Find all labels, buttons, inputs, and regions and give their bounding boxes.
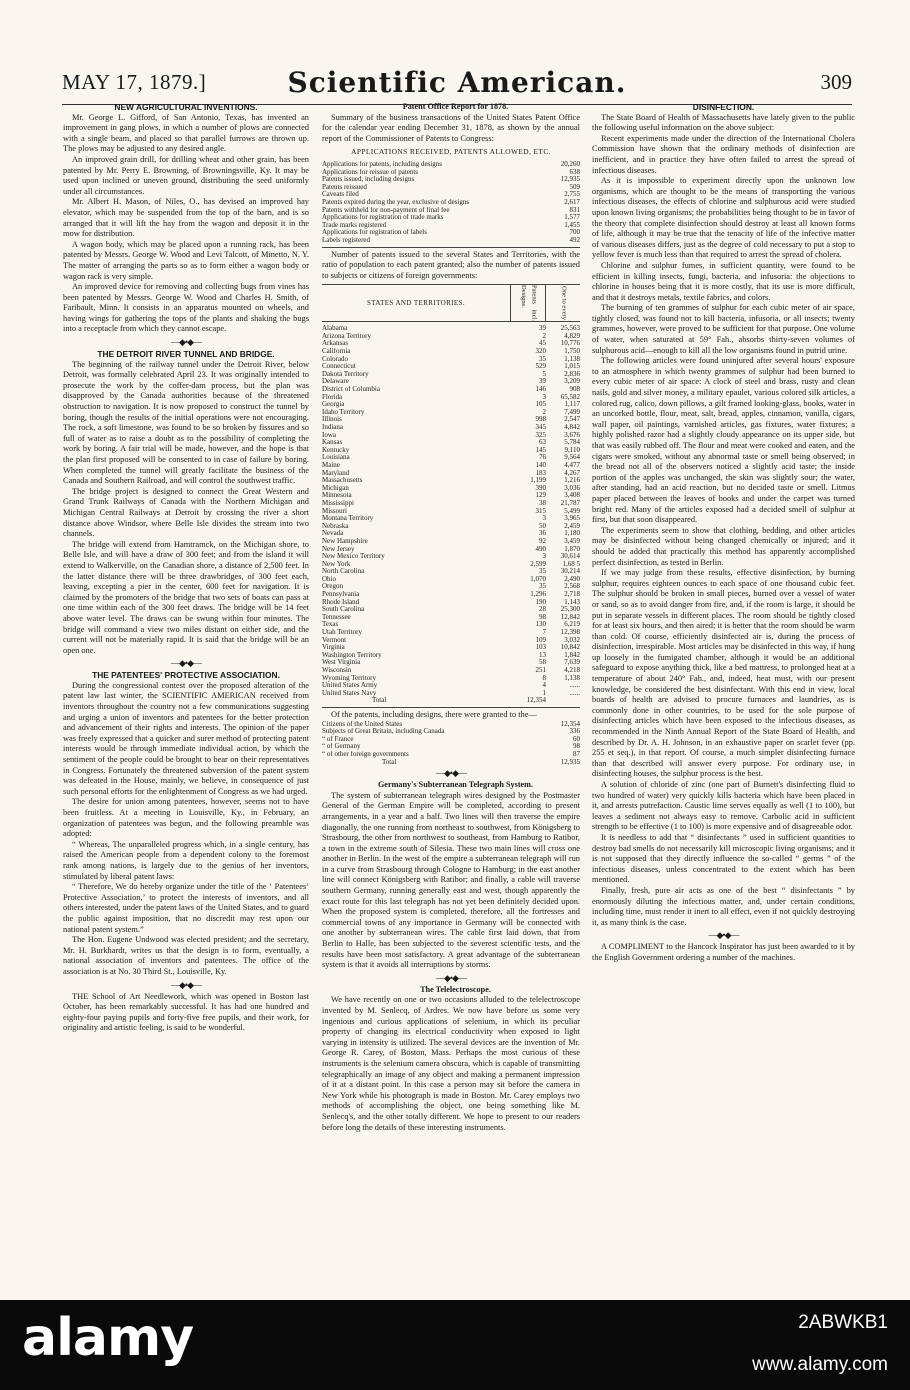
state-name: Maryland [322,469,350,477]
state-patents: 28 [539,605,546,614]
state-ratio: 10,776 [560,339,580,348]
states-table-header [322,284,580,322]
state-name: Nevada [322,530,344,538]
state-name: Indiana [322,424,343,431]
state-name: Rhode Island [322,598,360,606]
state-patents: 998 [535,415,546,424]
table-row [322,176,580,184]
row-value: 12,935 [560,175,580,184]
applications-table [322,161,580,245]
section-divider: —◆•◆— [171,979,201,990]
state-name: Maine [322,461,340,469]
state-name: United States Army [322,682,378,690]
paragraph: The system of subterranean telegraph wires designed by the Postmaster General of the German Empire will be completed, according to present arrangements, in a year and a half. Two lines will then traverse the empire diagonally, the one running from northeast to southwest, from Königsberg to Strasbourg, the other from northwest to southeast, from Hamburg to Ratibor, a town in the extreme south of Silesia. These two main lines will cross one another in Berlin. In the west of the empire a subterranean telegraph will run in a curve from Strasbourg through Cologne to Hamburg; in the east another line will connect Königsberg with Ratibor; and finally, a cable will traverse southern Germany, running generally east and west, though apparently the exact route for this last telegraph has not yet been definitely decided upon. When the proposed system is completed, therefore, all the fortresses and commercial towns of any importance in Germany will be connected with one another by subterranean wires. The cable first laid down, that from Berlin to Halle, has been subjected to the severest scientific tests, and the results have been most satisfactory. A great advantage of the subterranean system is that it avoids all interruptions by storms. [322,790,580,970]
state-patents: 315 [535,506,546,515]
grantee-label: “ of Germany [322,743,361,751]
table-row [322,621,580,629]
state-patents: 183 [535,468,546,477]
state-patents: 390 [535,483,546,492]
paragraph: Recent experiments made under the direction of the International Cholera Commission have shown that the ordinary methods of disinfection are inefficient, and in practice they have often failed to arrest the spread of infectious diseases. [592,133,855,175]
state-patents: 251 [535,666,546,674]
state-ratio: 12,398 [560,628,580,637]
patents-column-header: Patents incl. Designs. [511,285,546,321]
paragraph: A COMPLIMENT to the Hancock Inspirator has just been awarded to it by the English Government ordering a number of the machines. [592,942,855,962]
table-row [322,229,580,237]
state-ratio: 25,300 [560,605,580,614]
state-ratio: 1,143 [564,597,580,606]
state-patents: 145 [535,445,546,454]
state-patents: 190 [535,597,546,606]
page-header [62,66,852,105]
state-patents: 103 [535,643,546,652]
divider [322,247,580,248]
table-row [322,721,580,729]
row-value: 831 [569,205,580,214]
state-ratio: 9,110 [564,445,580,454]
row-label: Applications for registration of labels [322,229,427,237]
state-patents: 36 [539,529,546,538]
row-value: 2,755 [564,190,580,199]
table-row [322,751,580,759]
state-ratio: 30,214 [560,567,580,576]
section-divider: —◆•◆— [171,337,201,348]
table-row [322,363,580,371]
section-divider: —◆•◆— [708,930,739,941]
state-ratio: ...... [569,688,580,697]
table-row [322,743,580,751]
alamy-logo: alamy [22,1308,194,1368]
state-ratio: 2,568 [564,582,580,591]
state-name: Idaho Territory [322,408,365,416]
state-name: Iowa [322,431,336,439]
state-patents: 4 [542,681,546,690]
state-patents: 3 [542,514,546,523]
quote-paragraph: “ Therefore, We do hereby organize under the title of the ‘ Patentees’ Protective Association,’ to protect the interests of inventors, and all others interested, under the patent laws of the United States, and to guard the public against imposition, that no discredit may rest upon our national patent system.” [63,882,309,934]
table-row [322,222,580,230]
article-heading: Patent Office Report for 1878. [402,102,509,111]
state-name: South Carolina [322,606,365,614]
state-patents: 35 [539,582,546,591]
paragraph: An improved grain drill, for drilling wheat and other grain, has been patented by Mr. Perry E. Browning, of Browningsville, Ky. It may be used upon inclined or uneven ground, distributing the seed uniformly under all circumstances. [63,154,309,196]
states-table [322,325,580,697]
table-row [322,325,580,333]
state-name: Washington Territory [322,651,382,659]
state-patents: 35 [539,567,546,576]
state-ratio: 3,676 [564,430,580,439]
state-name: Louisiana [322,454,350,462]
state-name: New Jersey [322,545,355,553]
row-value: 2,617 [564,197,580,206]
row-label: Patents reissued [322,183,367,191]
state-ratio: 1,015 [564,362,580,371]
state-patents: 38 [539,498,546,507]
section-divider: —◆•◆— [436,768,466,779]
table-row [322,728,580,736]
state-ratio: 3,408 [564,491,580,500]
state-patents: 109 [535,635,546,644]
section-divider: —◆•◆— [436,972,466,983]
row-value: 492 [569,235,580,244]
state-patents: 63 [539,438,546,447]
state-name: North Carolina [322,568,365,576]
total-value: 12,935 [560,757,580,766]
grantee-value: 98 [573,742,580,751]
state-ratio: 2,459 [564,521,580,530]
paragraph: The State Board of Health of Massachusetts have lately given to the public the following useful information on the above subject: [592,112,855,133]
state-patents: 490 [535,544,546,553]
state-ratio: 12,842 [560,612,580,621]
article-heading: The Telelectroscope. [420,984,491,994]
paragraph: The desire for union among patentees, however, seems not to have been fruitless. At a meeting in Louisville, Ky., in February, an organization of patentees was begun, and the following preamble was adopted: [63,797,309,839]
state-name: Montana Territory [322,515,374,523]
masthead: Scientific American. [287,66,627,99]
row-value: 509 [569,182,580,191]
grantee-label: “ of other foreign governments [322,750,409,758]
state-name: Ohio [322,575,336,583]
state-ratio: 3,032 [564,635,580,644]
state-name: Tennessee [322,613,351,621]
state-patents: 529 [535,362,546,371]
state-patents: 2,599 [530,559,546,568]
state-name: West Virginia [322,659,361,667]
paragraph: The burning of ten grammes of sulphur for each cubic meter of air space, tightly closed, was found not to kill bacteria, infusoria, or all insects; twenty grammes, however, were proved to be sufficient for that purpose. One volume of water, when saturated at 59° Fah., absorbs thirty-seven volumes of sulphurous acid—enough to kill all the low organisms found in putrid urine. [592,303,855,355]
state-ratio: 1,750 [564,347,580,356]
paragraph: Finally, fresh, pure air acts as one of the best “ disinfectants ” by enormously diluting the infectious matter, and, under certain conditions, including time, must render it inert to all effect, even if not quickly destroying it, as many think is the case. [592,885,855,927]
table-row [322,386,580,394]
state-patents: 130 [535,620,546,629]
state-name: New Hampshire [322,537,368,545]
quote-paragraph: “ Whereas, The unparalleled progress which, in a single century, has raised the American people from a dependent colony to the foremost rank among nations, is largely due to the genius of her inventors, stimulated by liberal patent laws: [63,839,309,881]
state-ratio: 908 [569,385,580,394]
table-row [322,736,580,744]
state-name: Georgia [322,401,345,409]
state-name: Illinois [322,416,342,424]
state-name: Wisconsin [322,667,352,674]
state-ratio: 4,829 [564,331,580,340]
paragraph: Chlorine and sulphur fumes, in sufficient quantity, were found to be efficient in killing insects, fungi, bacteria, and infusoria: the objections to chlorine in houses being that it is more costly, that its use is more difficult, and that it destroys metals, textile fabrics, and colors. [592,260,855,302]
state-ratio: 6,219 [564,620,580,629]
state-patents: 325 [535,430,546,439]
ratio-column-header: One to every [560,286,568,321]
state-name: Michigan [322,484,349,492]
table-row [322,401,580,409]
state-ratio: 25,563 [560,324,580,333]
state-name: Massachusetts [322,477,363,485]
column-middle [322,102,580,1292]
table-row [322,161,580,169]
citizens-total-row [322,759,580,767]
state-ratio: 5,784 [564,438,580,447]
paragraph: The Hon. Eugene Undwood was elected president; and the secretary, Mr. H. Burkhardt, writes us that the design is to form, eventually, a national association of inventors and patentees. The office of the association is at No. 30 Third St., Louisville, Ky. [63,935,309,976]
citizens-table [322,721,580,759]
state-patents: 58 [539,658,546,667]
state-ratio: 3,036 [564,483,580,492]
state-patents: 5 [542,369,546,378]
table-row [322,682,580,690]
state-patents: 3 [542,392,546,401]
state-name: Texas [322,621,339,629]
paragraph: Of the patents, including designs, there were granted to the— [331,709,537,719]
state-patents: 105 [535,400,546,409]
article-heading: Germany's Subterranean Telegraph System. [377,780,534,790]
state-name: Arkansas [322,340,349,348]
state-ratio: 4,842 [564,423,580,431]
state-patents: 13 [539,650,546,659]
state-ratio: 1,117 [564,400,580,409]
table-row [322,237,580,245]
state-name: New York [322,560,351,568]
state-name: District of Columbia [322,386,380,394]
paragraph: If we may judge from these results, effective disinfection, by burning sulphur, requires eighteen ounces to each space of one thousand cubic feet. The sulphur should be broken in small pieces, burned over a vessel of water or sand, so as to avoid danger from fire, and, if the room is large, it should be put in separate vessels in different places. The room should be tightly closed for at least six hours, and then aired; it is better that the room should be warm than cold. Of course, efficiently disinfected air is, during the process of disinfection, irrespirable. Most articles may be disinfected in this way, if hung up loosely in the fumigated chamber, although it would be an additional safeguard to expose anything thick, like a bed mattress, to prolonged heat at a temperature of about 240° Fah., and, indeed, heat must, with our present knowledge, be considered the best disinfectant. With this end in view, local boards of health are advised to procure furnaces and laundries, as is commonly done in other countries, to be used for the sole purpose of disinfecting articles which have been exposed to the infectious diseases, as recommended in the Ninth Annual Report of the State Board of Health, and described by Dr. A. H. Johnson, in an exhaustive paper on scarlet fever (pp. 255 et seq.), in that report. Of course, a much simpler disinfecting furnace than that described will answer every purpose. For ordinary use, in disinfecting houses, the sulphur process is the best. [592,568,855,779]
paragraph: Mr. George L. Gifford, of San Antonio, Texas, has invented an improvement in gang plows, in which a number of plows are connected with a single beam, and placed so that parallel furrows are thrown up. The plows may be adjusted to any desired angle. [63,112,309,154]
paragraph: A solution of chloride of zinc (one part of Burnett's disinfecting fluid to two hundred of water) very quickly kills bacteria which have been placed in it, and arrests putrefaction. Caustic lime serves equally as well (1 to 100), but leaves a sediment not always easy to remove. Carbolic acid in sufficient strength to be effective (1 to 100) is more expensive and of disagreeable odor. [592,780,855,832]
site-url-label: www.alamy.com [752,1354,888,1375]
row-value: 1,455 [564,220,580,229]
state-patents: 50 [539,521,546,530]
article-heading: THE DETROIT RIVER TUNNEL AND BRIDGE. [97,349,275,360]
table-row [322,214,580,222]
table-row [322,184,580,192]
grantee-value: 336 [569,727,580,736]
state-ratio: 30,614 [560,552,580,561]
paragraph: During the congressional contest over the proposed alteration of the patent law last winter, the SCIENTIFIC AMERICAN received from inventors throughout the country not a few communications suggesting and urging a union of inventors and patentees for the better protection and advancement of their rights and interests. The opinion of the paper was freely expressed that a quicker and surer method of protecting patent interests would be through immediate individual action, by which the sentiment of the people could be brought to bear on their representatives in Congress. Fortunately the threatened subversion of the patent system was defeated in the House, mainly, we believe, in consequence of just such personal efforts for the enlightenment of Congress as we had urged. [63,680,309,796]
paragraph: An improved device for removing and collecting bugs from vines has been patented by Messrs. George W. Wood and Charles H. Smith, of Faribault, Minn. It consists in an apparatus mounted on wheels, and having wings for gathering the tops of the plants and shaking the bugs into a receptacle from which they cannot escape. [63,282,309,334]
paragraph: Number of patents issued to the several States and Territories, with the ratio of population to each patent granted; also the number of patents issued to subjects or citizens of foreign governments: [322,249,580,280]
state-ratio: 10,842 [560,643,580,652]
paragraph: The experiments seem to show that clothing, bedding, and other articles may be disinfected without being changed chemically or injured; and it should be added that practically this method has apparently accomplished perfect disinfection, as tested in Berlin. [592,525,855,567]
state-ratio: 2,836 [564,369,580,378]
article-heading: THE PATENTEES' PROTECTIVE ASSOCIATION. [92,670,280,681]
column-right [592,102,855,1292]
paragraph: The beginning of the railway tunnel under the Detroit River, below Detroit, was formally celebrated April 23. It was originally intended to prosecute the work by the coffer-dam process, but the plan was disapproved by the Canada authorities because of the threatened obstruction to navigation. It is now proposed to construct the tunnel by boring, though the results of the initial operations were not encouraging. The rock, a soft limestone, was found to be so broken by fissures and so full of water as to raise a doubt as to the possibility of completing the work by boring. A fair trial will be made, however, and the hope is that the plan first proposed will be consented to in case of failure by boring. When completed the tunnel will greatly facilitate the business of the Canada and Southern Railroad, and will control the southwest traffic. [63,359,309,486]
total-label: Total [382,758,397,766]
paragraph: The bridge will extend from Hamtramck, on the Michigan shore, to Belle Isle, and will have a draw of 300 feet; and from the island it will extend to Walkerville, on the Canadian shore, a distance of 2,500 feet. In the latter distance there will be three drawbridges, of 300 feet each, leaving, excepting a pier in the center, 600 feet for navigation. It is claimed by the promoters of the bridge that two sets of boats can pass at one time within each of the 300 feet draws. The bridge will be 14 feet above water level. The draws can be swung within four minutes. The bridge will command a view two miles distant on either side, and the current will not be materially rapid. It is said that the bridge will be an open one. [63,539,309,655]
state-name: Virginia [322,644,345,652]
state-patents: 35 [539,354,546,363]
state-ratio: 3,459 [564,536,580,545]
state-ratio: 4,267 [564,468,580,477]
state-ratio: 1,870 [564,544,580,553]
state-ratio: 21,787 [560,498,580,507]
row-label: Patents issued, including designs [322,176,415,184]
state-ratio: 4,477 [564,460,580,469]
state-ratio: 1,216 [564,476,580,485]
states-header-label: STATES AND TERRITORIES. [322,285,511,321]
state-name: Utah Territory [322,629,363,637]
paragraph: THE School of Art Needlework, which was opened in Boston last October, has been remarkably successful. It has had one hundred and eighty-four paying pupils and forty-five free pupils, and their work, for originality and artistic feeling, is said to be wonderful. [63,991,309,1033]
state-name: Kentucky [322,446,350,454]
state-name: Florida [322,393,343,401]
image-id-label: 2ABWKB1 [798,1312,888,1333]
grantee-value: 87 [573,749,580,758]
state-patents: 2 [542,407,546,416]
state-name: Nebraska [322,522,349,530]
total-label: Total [372,697,387,705]
row-value: 700 [569,228,580,237]
state-ratio: 7,639 [564,658,580,667]
article-heading: DISINFECTION. [692,102,755,112]
divider [322,707,580,708]
state-patents: 129 [535,491,546,500]
state-patents: 45 [539,339,546,348]
row-label: Patents withheld for non-payment of final fee [322,206,450,214]
state-name: California [322,348,351,356]
state-patents: 98 [539,612,546,621]
state-patents: 345 [535,423,546,431]
state-ratio: 4,218 [564,666,580,674]
states-total-row [322,697,580,705]
state-ratio: 3,965 [564,514,580,523]
state-name: Delaware [322,378,349,386]
state-patents: 1,296 [530,590,546,599]
grantee-value: 12,354 [560,719,580,728]
state-ratio: 2,490 [564,574,580,583]
table-row [322,675,580,683]
table-row [322,546,580,554]
paragraph: Mr. Albert H. Mason, of Niles, O., has devised an improved hay elevator, which may be suspended from the top of the barn, and is so arranged that it will lift the hay from the wagon and deposit it in the mow for distribution. [63,197,309,239]
section-divider: —◆•◆— [171,658,201,669]
state-ratio: 2,547 [564,415,580,424]
state-patents: 3 [542,552,546,561]
table-row [322,169,580,177]
row-value: 20,260 [560,159,580,168]
row-label: Applications for registration of trade marks [322,214,444,222]
state-patents: 39 [539,377,546,386]
paragraph: A wagon body, which may be placed upon a running rack, has been patented by Messrs. George W. Wood and Levi Talcott, of Minetto, N. Y. The matter of arranging the parts so as to form either a wagon body or wagon rack is very simple. [63,239,309,281]
table-row [322,207,580,215]
state-ratio: 1,842 [564,650,580,659]
grantee-value: 60 [573,734,580,743]
row-label: Patents expired during the year, exclusive of designs [322,198,470,206]
table-row [322,191,580,199]
row-label: Caveats filed [322,191,359,199]
state-ratio: 9,564 [564,453,580,462]
state-name: United States Navy [322,689,377,697]
state-name: Connecticut [322,363,356,371]
state-patents: 1,199 [530,476,546,485]
state-name: Missouri [322,507,347,515]
issue-date: MAY 17, 1879.] [62,70,207,94]
state-name: Kansas [322,439,343,447]
state-name: Oregon [322,583,343,591]
state-patents: 2 [542,331,546,340]
state-patents: 140 [535,460,546,469]
state-name: Mississippi [322,499,354,507]
row-label: Applications for reissue of patents [322,168,419,176]
state-patents: 146 [535,385,546,394]
state-name: Alabama [322,325,348,333]
row-value: 1,577 [564,213,580,222]
paragraph: As it is impossible to experiment directly upon the unknown low organisms, which are thought to be the means of transporting the various infectious diseases, the effects of chlorine and sulphurous acid were studied upon known living organisms; the probabilities being thought to be in favor of the theory that complete disinfection should destroy at least all known forms of life, although it may be true that the tenacity of life of the infective matter of various diseases differs, just as the degree of cold necessary to put a stop to yellow fever is much less than that required to arrest the spread of cholera. [592,176,855,260]
paragraph: It is needless to add that “ disinfectants ” used in sufficient quantities to destroy bad smells do not necessarily kill microscopic living organisms; and it is not supposed that they directly influence the so-called “ germs ” of the infectious diseases, unless concentrated to the extent which has been mentioned. [592,832,855,885]
state-name: Colorado [322,355,349,363]
state-ratio: 1,138 [564,673,580,682]
state-patents: 7 [542,628,546,637]
paragraph: The bridge project is designed to connect the Great Western and Grand Trunk Railways of Canada with the Northern Michigan and Michigan Central Railways at Detroit by crossing the river a short distance above Windsor, where Belle Isle divides the stream into two channels. [63,486,309,539]
state-patents: 39 [539,324,546,333]
row-label: Trade marks registered [322,221,387,229]
row-label: Applications for patents, including designs [322,160,442,168]
state-patents: 92 [539,536,546,545]
state-patents: 76 [539,453,546,462]
state-ratio: 3,209 [564,377,580,386]
row-value: 638 [569,167,580,176]
state-name: Arizona Territory [322,332,371,340]
state-ratio: 5,499 [564,506,580,515]
state-name: Dakota Territory [322,370,369,378]
article-heading: NEW AGRICULTURAL INVENTIONS. [114,102,258,112]
state-ratio: 7,499 [564,407,580,416]
state-patents: 1,070 [530,574,546,583]
table-title: APPLICATIONS RECEIVED, PATENTS ALLOWED, ETC. [351,147,551,157]
table-row [322,199,580,207]
state-ratio: 2,718 [564,590,580,599]
state-patents: 8 [542,673,546,682]
state-name: Pennsylvania [322,591,360,599]
grantee-label: “ of France [322,735,354,743]
state-ratio: 1,138 [564,354,580,363]
total-value: 12,354 [526,696,546,705]
paragraph: The following articles were found uninjured after several hours' exposure to an atmosphere in which twenty grammes of sulphur had been burned to every cubic meter of air space: A clock of steel and brass, rusty and clean nails, gold and silver money, a military epaulet, various colored silk articles, a colored rug, calico, down pillows, a gilt framed looking-glass, books, water in an uncorked bottle, flour, meat, salt, bread, apples, cinnamon, vanilla, cigars, wall paper, oil paintings, varnished articles, gas fixtures, water fixtures; a highly polished razor had a slightly cloudy appearance on its upper side, but that was easily rubbed off. The flour and meat were cooked and eaten, and the cigars were smoked, without any abnormal taste or smell being observed; in the bread not all of the observers noticed a slightly acid taste; the inside portion of the apples was unchanged, the skin was slightly sour; the water, after standing, had an acid reaction, but no decided taste or smell. Litmus paper placed between the leaves of books and under the carpet was turned bright red. Many of the articles exposed had a decided smell of sulphur at first, but that soon disappeared. [592,356,855,525]
state-name: Wyoming Territory [322,674,376,682]
table-row [322,508,580,516]
state-patents: 320 [535,347,546,356]
column-left [63,102,309,1292]
state-name: Vermont [322,636,347,644]
table-row [322,667,580,675]
paragraph: We have recently on one or two occasions alluded to the telelectroscope invented by M. Senlecq, of Ardres. We now have before us some very ingenious and curious applications of selenium, in which its peculiar property of changing its electrical conductivity when exposed to light varying in intensity is utilized. The several devices are the invention of Mr. George R. Carey, of Boston, Mass. Perhaps the most curious of these instruments is the selenium camera obscura, which is capable of transmitting telegraphically an image of any object and making a permanent impression of it at a distant point. In this case a person may sit before the camera in New York while his photograph is made in Boston. Mr. Carey employs two methods of accomplishing the object, one being something like M. Senlecq's, and the other totally different. We hope to present to our readers before long the details of these interesting instruments. [322,995,580,1132]
grantee-label: Citizens of the United States [322,720,403,728]
grantee-label: Subjects of Great Britain, including Canada [322,728,445,736]
page-number: 309 [820,70,852,94]
state-ratio: ...... [569,681,580,690]
state-ratio: 65,582 [560,392,580,401]
state-name: New Mexico Territory [322,553,385,561]
state-patents: 1 [542,688,546,697]
state-ratio: 1,68 5 [562,559,580,568]
state-name: Minnesota [322,492,352,500]
paragraph: Summary of the business transactions of the United States Patent Office for the calendar year ending December 31, 1878, as shown by the annual report of the Commissioner of Patents to Congress: [322,112,580,143]
row-label: Labels registered [322,236,371,244]
state-ratio: 1,180 [564,529,580,538]
